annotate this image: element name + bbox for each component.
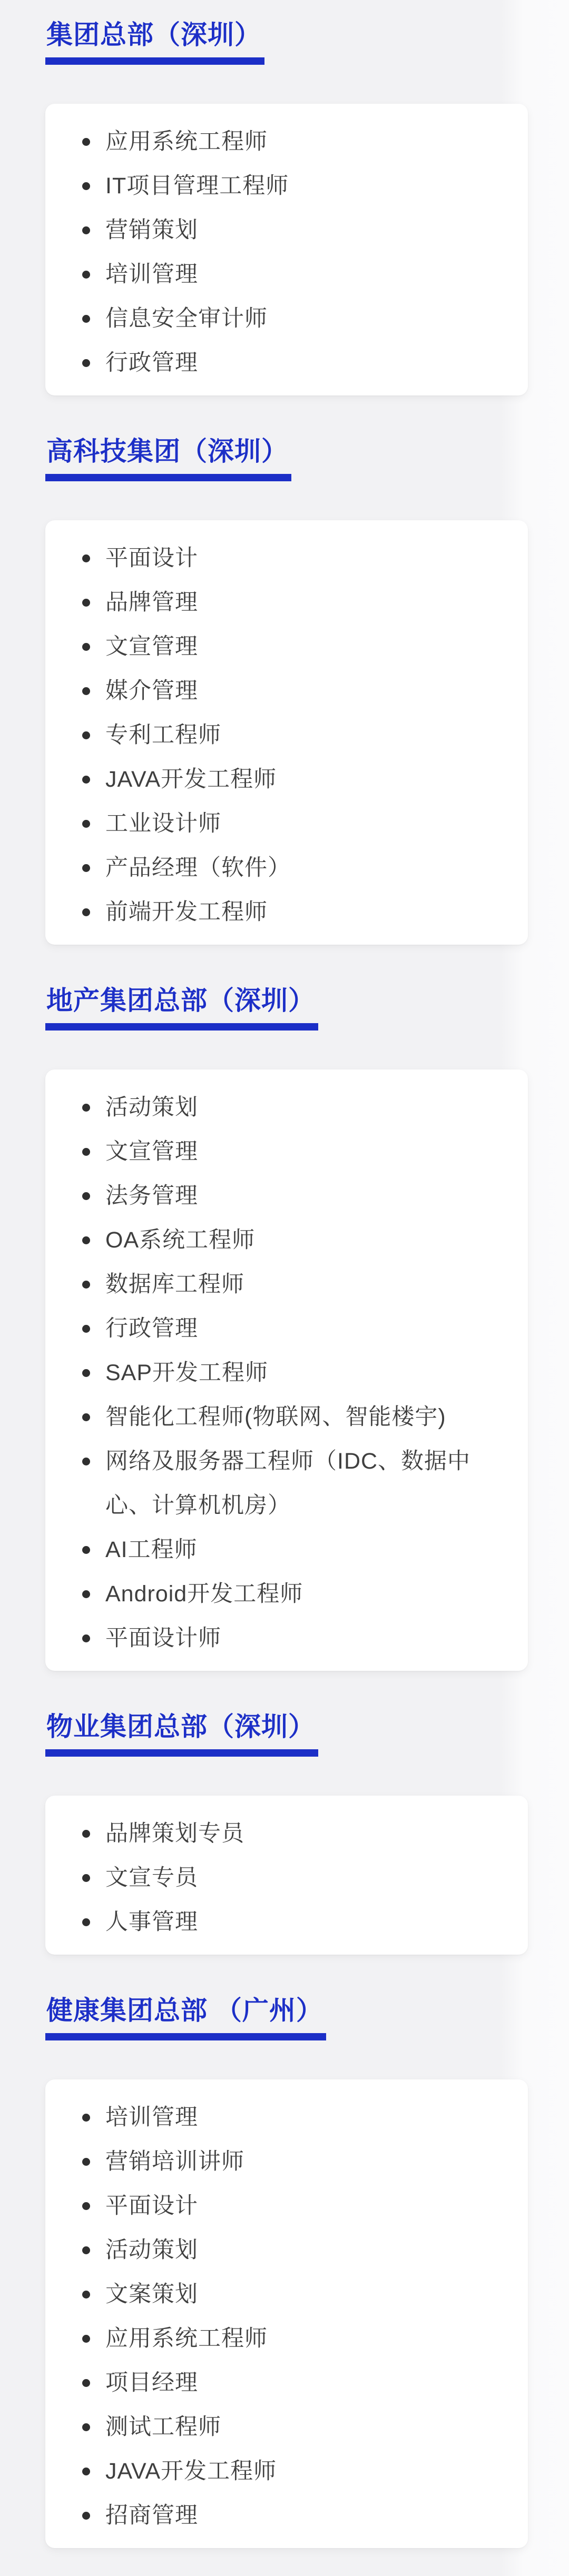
bullet-icon	[82, 2114, 90, 2122]
job-item	[45, 1174, 512, 1218]
job-label: 前端开发工程师	[105, 899, 268, 925]
job-card	[45, 2079, 528, 2548]
bullet-icon	[82, 1281, 90, 1289]
bullet-icon	[82, 226, 90, 234]
job-label: 培训管理	[105, 262, 198, 287]
job-label: 文宣专员	[105, 1865, 198, 1890]
job-label: 营销培训讲师	[105, 2149, 244, 2174]
company-section-4	[45, 1995, 528, 2548]
bullet-icon	[82, 2246, 90, 2254]
bullet-icon	[82, 1830, 90, 1838]
bullet-icon	[82, 1369, 90, 1377]
job-item	[45, 1395, 512, 1439]
job-label: 平面设计	[105, 2193, 198, 2218]
job-card	[45, 104, 528, 395]
bullet-icon	[82, 2468, 90, 2475]
job-item	[45, 2361, 512, 2405]
section-title: 集团总部（深圳）	[45, 19, 264, 65]
job-label: 工业设计师	[105, 811, 221, 836]
bullet-icon	[82, 1104, 90, 1112]
bullet-icon	[82, 1192, 90, 1200]
section-title: 地产集团总部（深圳）	[45, 985, 318, 1031]
company-section-3	[45, 1711, 528, 1955]
company-section-1	[45, 435, 528, 945]
job-list	[45, 2095, 512, 2538]
company-section-2	[45, 985, 528, 1671]
job-item	[45, 2272, 512, 2316]
bullet-icon	[82, 2291, 90, 2298]
job-item	[45, 2228, 512, 2272]
job-item	[45, 669, 512, 713]
job-label: 应用系统工程师	[105, 2326, 268, 2351]
job-card	[45, 520, 528, 945]
job-item	[45, 1351, 512, 1395]
job-label: JAVA开发工程师	[105, 767, 277, 792]
job-label: JAVA开发工程师	[105, 2459, 277, 2484]
job-item	[45, 536, 512, 580]
job-item	[45, 1218, 512, 1262]
bullet-icon	[82, 271, 90, 279]
bullet-icon	[82, 643, 90, 651]
job-label: 平面设计师	[105, 1626, 221, 1651]
job-item	[45, 341, 512, 385]
job-label: 品牌管理	[105, 590, 198, 615]
bullet-icon	[82, 908, 90, 916]
job-label: 文宣管理	[105, 634, 198, 659]
bullet-icon	[82, 2379, 90, 2387]
bullet-icon	[82, 1148, 90, 1156]
job-item	[45, 713, 512, 757]
job-list	[45, 536, 512, 934]
job-label: 智能化工程师(物联网、智能楼宇)	[105, 1404, 446, 1430]
bullet-icon	[82, 820, 90, 828]
job-label: 品牌策划专员	[105, 1821, 244, 1846]
bullet-icon	[82, 359, 90, 367]
bullet-icon	[82, 599, 90, 607]
job-label: 文案策划	[105, 2282, 198, 2307]
bullet-icon	[82, 1325, 90, 1333]
job-label: 人事管理	[105, 1909, 198, 1935]
job-label: 媒介管理	[105, 678, 198, 704]
job-item	[45, 757, 512, 801]
bullet-icon	[82, 1413, 90, 1421]
job-item	[45, 252, 512, 296]
job-item	[45, 2405, 512, 2449]
bullet-icon	[82, 182, 90, 190]
job-list	[45, 120, 512, 385]
job-label: Android开发工程师	[105, 1581, 303, 1607]
job-card	[45, 1796, 528, 1955]
bullet-icon	[82, 2423, 90, 2431]
job-label: AI工程师	[105, 1537, 198, 1562]
job-item	[45, 846, 512, 890]
job-label: 信息安全审计师	[105, 306, 268, 331]
job-item	[45, 120, 512, 164]
job-item	[45, 2493, 512, 2538]
company-section-0	[45, 19, 528, 395]
job-label: 文宣管理	[105, 1139, 198, 1164]
job-item	[45, 1528, 512, 1572]
job-item	[45, 625, 512, 669]
job-item	[45, 890, 512, 934]
section-title: 物业集团总部（深圳）	[45, 1711, 318, 1757]
job-label: 法务管理	[105, 1183, 198, 1208]
job-label: SAP开发工程师	[105, 1360, 269, 1385]
bullet-icon	[82, 731, 90, 739]
bullet-icon	[82, 1236, 90, 1244]
bullet-icon	[82, 687, 90, 695]
job-list	[45, 1085, 512, 1660]
job-item	[45, 1572, 512, 1616]
job-item	[45, 1616, 512, 1660]
job-item	[45, 580, 512, 625]
job-label: 招商管理	[105, 2503, 198, 2528]
job-item	[45, 2184, 512, 2228]
job-label: 行政管理	[105, 1316, 198, 1341]
job-label: 活动策划	[105, 2237, 198, 2263]
job-item	[45, 2095, 512, 2139]
section-title: 健康集团总部 （广州）	[45, 1995, 326, 2040]
job-label: 营销策划	[105, 217, 198, 243]
job-item	[45, 1439, 512, 1528]
sections-container	[45, 19, 528, 2548]
job-label: IT项目管理工程师	[105, 173, 289, 199]
job-item	[45, 1130, 512, 1174]
job-card	[45, 1069, 528, 1671]
bullet-icon	[82, 1590, 90, 1598]
job-item	[45, 1900, 512, 1944]
bullet-icon	[82, 864, 90, 872]
job-label: OA系统工程师	[105, 1227, 256, 1253]
job-item	[45, 801, 512, 846]
bullet-icon	[82, 2202, 90, 2210]
job-item	[45, 2316, 512, 2361]
bullet-icon	[82, 2158, 90, 2166]
job-item	[45, 1085, 512, 1130]
bullet-icon	[82, 554, 90, 562]
job-item	[45, 164, 512, 208]
job-item	[45, 2139, 512, 2184]
job-item	[45, 1306, 512, 1351]
job-item	[45, 208, 512, 252]
job-list	[45, 1811, 512, 1944]
bullet-icon	[82, 776, 90, 784]
job-item	[45, 1856, 512, 1900]
job-label: 数据库工程师	[105, 1272, 244, 1297]
bullet-icon	[82, 1918, 90, 1926]
bullet-icon	[82, 138, 90, 146]
bullet-icon	[82, 1546, 90, 1554]
section-title: 高科技集团（深圳）	[45, 435, 291, 481]
bullet-icon	[82, 315, 90, 323]
job-label: 平面设计	[105, 546, 198, 571]
job-label: 测试工程师	[105, 2414, 221, 2440]
bullet-icon	[82, 1874, 90, 1882]
job-label: 项目经理	[105, 2370, 198, 2395]
job-item	[45, 1811, 512, 1856]
job-item	[45, 296, 512, 341]
bullet-icon	[82, 2335, 90, 2343]
job-label: 行政管理	[105, 350, 198, 375]
job-label: 产品经理（软件）	[105, 855, 291, 880]
bullet-icon	[82, 2512, 90, 2520]
bullet-icon	[82, 1634, 90, 1642]
bullet-icon	[82, 1458, 90, 1465]
job-label: 应用系统工程师	[105, 129, 268, 154]
job-item	[45, 2449, 512, 2493]
job-label: 专利工程师	[105, 722, 221, 748]
job-label: 网络及服务器工程师（IDC、数据中心、计算机机房）	[105, 1449, 471, 1518]
job-item	[45, 1262, 512, 1306]
job-label: 培训管理	[105, 2105, 198, 2130]
job-label: 活动策划	[105, 1095, 198, 1120]
